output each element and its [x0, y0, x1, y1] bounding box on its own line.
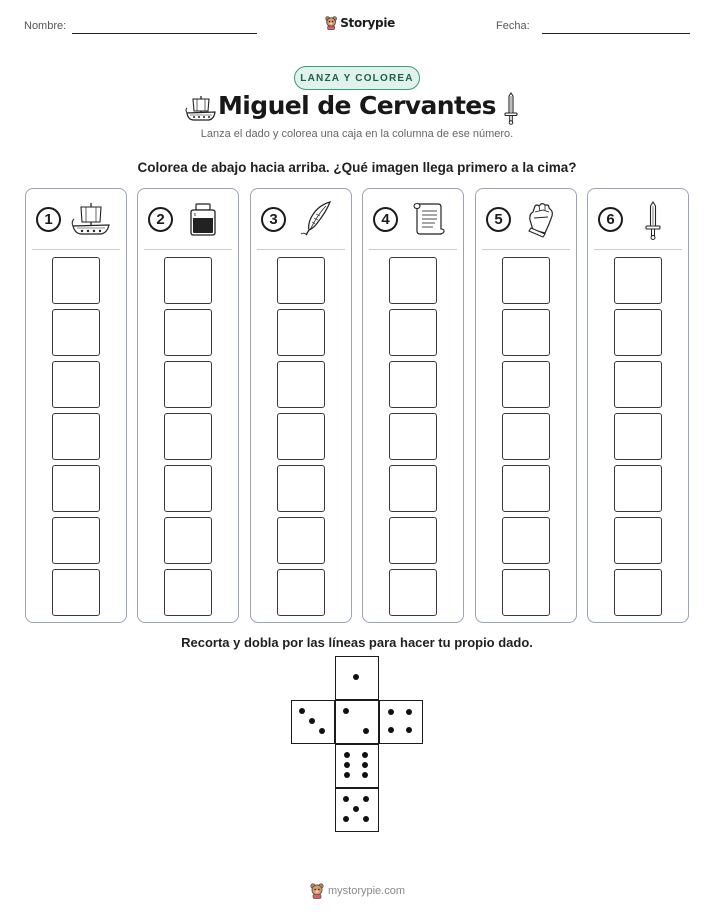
die-pip	[353, 674, 359, 680]
date-label: Fecha:	[496, 20, 530, 32]
column-number: 6	[598, 207, 623, 232]
column-divider	[32, 249, 120, 250]
cut-instruction: Recorta y dobla por las líneas para hacer tu propio dado.	[181, 635, 533, 650]
color-box[interactable]	[389, 257, 437, 304]
color-box[interactable]	[502, 517, 550, 564]
name-label: Nombre:	[24, 20, 67, 32]
color-box[interactable]	[277, 413, 325, 460]
column-number: 3	[261, 207, 286, 232]
column-header	[363, 189, 463, 251]
die-pip	[343, 796, 349, 802]
die-face-2	[335, 700, 379, 744]
color-box[interactable]	[277, 517, 325, 564]
subtitle: Lanza el dado y colorea una caja en la columna de ese número.	[200, 128, 514, 140]
color-box[interactable]	[52, 309, 100, 356]
color-box[interactable]	[614, 517, 662, 564]
sword-icon	[502, 91, 520, 125]
die-pip	[299, 708, 305, 714]
footer-url[interactable]: mystorypie.com	[328, 885, 406, 897]
die-pip	[344, 772, 350, 778]
sword-icon	[633, 200, 673, 240]
column-header	[476, 189, 576, 251]
color-box[interactable]	[389, 517, 437, 564]
color-box[interactable]	[164, 309, 212, 356]
color-box[interactable]	[277, 569, 325, 616]
quill-icon	[296, 200, 336, 238]
color-box[interactable]	[52, 465, 100, 512]
activity-badge: LANZA Y COLOREA	[294, 66, 420, 90]
die-pip	[319, 728, 325, 734]
coloring-instruction: Colorea de abajo hacia arriba. ¿Qué imagen llega primero a la cima?	[137, 160, 577, 175]
title-row	[0, 90, 714, 130]
color-box[interactable]	[52, 569, 100, 616]
column-number: 4	[373, 207, 398, 232]
ship-icon	[71, 200, 111, 238]
color-box[interactable]	[502, 413, 550, 460]
bear-mascot-icon	[325, 15, 337, 31]
die-pip	[388, 727, 394, 733]
roll-column-4	[362, 188, 464, 623]
color-box[interactable]	[502, 569, 550, 616]
color-box[interactable]	[614, 309, 662, 356]
die-pip	[343, 816, 349, 822]
roll-column-5	[475, 188, 577, 623]
die-pip	[343, 708, 349, 714]
die-pip	[363, 728, 369, 734]
color-box[interactable]	[389, 413, 437, 460]
column-divider	[257, 249, 345, 250]
die-pip	[388, 709, 394, 715]
color-box[interactable]	[164, 257, 212, 304]
die-pip	[344, 752, 350, 758]
column-divider	[594, 249, 682, 250]
color-box[interactable]	[52, 361, 100, 408]
color-box[interactable]	[502, 257, 550, 304]
die-pip	[362, 772, 368, 778]
color-box[interactable]	[164, 361, 212, 408]
die-pip	[406, 709, 412, 715]
color-box[interactable]	[614, 361, 662, 408]
die-pip	[353, 806, 359, 812]
footer	[310, 883, 405, 899]
color-box[interactable]	[389, 569, 437, 616]
color-box[interactable]	[389, 309, 437, 356]
color-box[interactable]	[502, 309, 550, 356]
column-divider	[144, 249, 232, 250]
color-box[interactable]	[502, 465, 550, 512]
column-number: 2	[148, 207, 173, 232]
color-box[interactable]	[52, 257, 100, 304]
column-divider	[369, 249, 457, 250]
color-box[interactable]	[502, 361, 550, 408]
column-header	[251, 189, 351, 251]
column-header	[26, 189, 126, 251]
die-pip	[363, 816, 369, 822]
color-box[interactable]	[52, 517, 100, 564]
color-box[interactable]	[389, 361, 437, 408]
die-pip	[406, 727, 412, 733]
column-divider	[482, 249, 570, 250]
date-line[interactable]	[542, 33, 690, 34]
color-box[interactable]	[614, 465, 662, 512]
color-box[interactable]	[277, 465, 325, 512]
die-pip	[363, 796, 369, 802]
die-face-1	[335, 656, 379, 700]
page-title: Miguel de Cervantes	[218, 91, 496, 120]
color-box[interactable]	[164, 569, 212, 616]
color-box[interactable]	[614, 413, 662, 460]
die-face-6	[335, 744, 379, 788]
color-box[interactable]	[164, 517, 212, 564]
color-box[interactable]	[277, 361, 325, 408]
die-pip	[344, 762, 350, 768]
die-face-3	[291, 700, 335, 744]
brand-name: Storypie	[340, 16, 395, 30]
roll-column-6	[587, 188, 689, 623]
color-box[interactable]	[164, 465, 212, 512]
inkwell-icon	[183, 200, 223, 238]
die-pip	[309, 718, 315, 724]
roll-column-3	[250, 188, 352, 623]
roll-column-1	[25, 188, 127, 623]
die-face-5	[335, 788, 379, 832]
brand-logo	[325, 14, 395, 32]
bear-mascot-icon	[310, 883, 324, 899]
color-box[interactable]	[277, 309, 325, 356]
color-box[interactable]	[389, 465, 437, 512]
column-number: 1	[36, 207, 61, 232]
color-box[interactable]	[614, 257, 662, 304]
column-number: 5	[486, 207, 511, 232]
color-box[interactable]	[277, 257, 325, 304]
die-pip	[362, 762, 368, 768]
color-box[interactable]	[614, 569, 662, 616]
scroll-icon	[408, 200, 448, 238]
column-header	[138, 189, 238, 251]
die-pip	[362, 752, 368, 758]
roll-column-2	[137, 188, 239, 623]
die-face-4	[379, 700, 423, 744]
gauntlet-icon	[521, 200, 561, 238]
name-line[interactable]	[72, 33, 257, 34]
column-header	[588, 189, 688, 251]
color-box[interactable]	[164, 413, 212, 460]
color-box[interactable]	[52, 413, 100, 460]
